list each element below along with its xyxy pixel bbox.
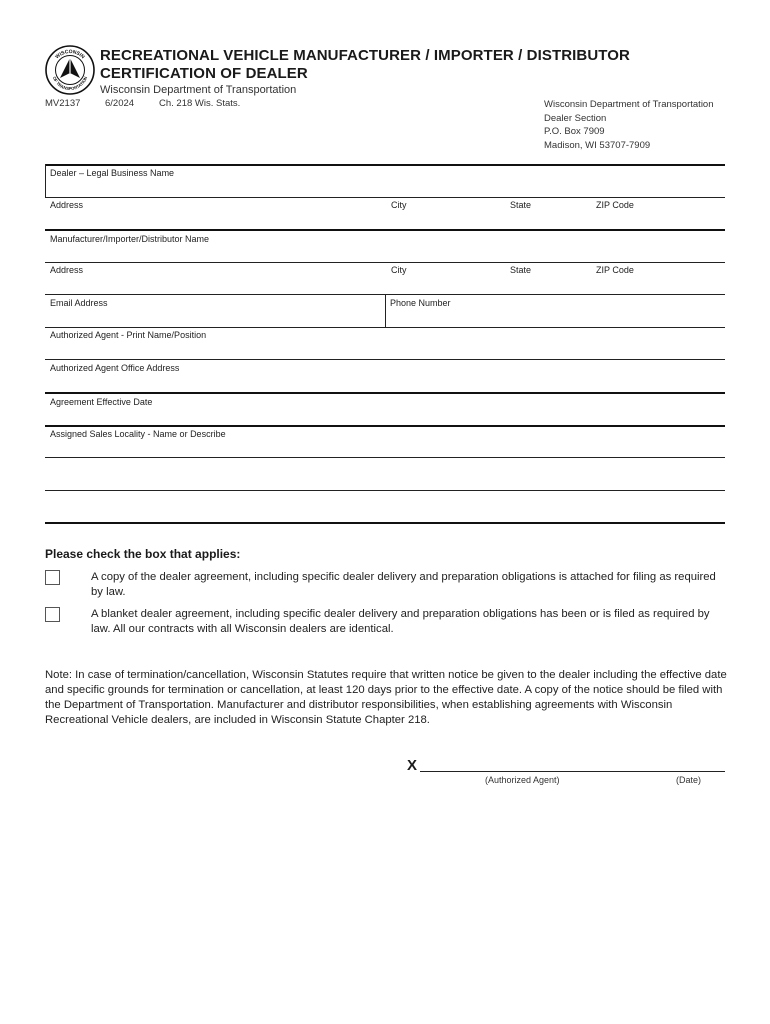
sales-locality-line-3[interactable] (45, 522, 725, 524)
form-title (100, 47, 630, 83)
dealer-zip-label: ZIP Code (596, 200, 634, 210)
checklist-heading: Please check the box that applies: (45, 547, 241, 561)
dealer-address-label: Address (50, 200, 84, 210)
dealer-name-field[interactable] (45, 197, 725, 198)
form-top-rule (45, 164, 725, 166)
authorized-agent-label: (Authorized Agent) (485, 775, 560, 785)
mailing-line: P.O. Box 7909 (544, 126, 605, 137)
signature-mark: X (407, 757, 418, 774)
agency-name: Wisconsin Department of Transportation (100, 84, 297, 96)
option-attached-text: A copy of the dealer agreement, including specific dealer delivery and preparation obligations is attached for filing as required by law. (91, 571, 716, 598)
sales-locality-line-1[interactable] (45, 457, 725, 458)
svg-text:OF TRANSPORTATION (52, 76, 88, 91)
mfr-city-label: City (391, 265, 407, 275)
mailing-line: Dealer Section (544, 112, 607, 124)
agent-office-label: Authorized Agent Office Address (50, 363, 180, 373)
termination-note: Note: In case of termination/cancellation, Wisconsin Statutes require that written notice be given to the dealer including the effective date and specific grounds for termination or cancellation, at least 120 days prior to the effective date. A copy of the notice should be filed with the Department of Transportation. Manufacturer and distributor responsibilities, when establishing agreements with Wisconsin Recreational Vehicle dealers, are included in Wisconsin Statute Chapter 218. (45, 669, 727, 726)
mailing-line: Wisconsin Department of Transportation (544, 99, 714, 110)
mfr-name-label: Manufacturer/Importer/Distributor Name (50, 234, 210, 244)
mfr-state-label: State (510, 265, 532, 275)
dealer-address-field[interactable] (45, 229, 725, 231)
wisconsin-dot-seal-icon (44, 44, 96, 96)
form-title-line2: CERTIFICATION OF DEALER (100, 65, 308, 82)
mailing-address (544, 98, 714, 152)
email-phone-divider (385, 294, 386, 327)
email-phone-field[interactable] (45, 327, 725, 328)
phone-label: Phone Number (390, 298, 451, 308)
option-blanket-checkbox[interactable] (45, 607, 60, 622)
dealer-box-left-edge (45, 164, 46, 197)
option-blanket-text: A blanket dealer agreement, including specific dealer delivery and preparation obligations has been or is filed as required by law. All our contracts with all Wisconsin dealers are identical. (91, 608, 710, 635)
date-label: (Date) (676, 775, 702, 785)
agent-office-field[interactable] (45, 392, 725, 394)
dealer-name-label: Dealer – Legal Business Name (50, 168, 175, 178)
signature-line[interactable] (420, 771, 725, 772)
form-revision: 6/2024 (105, 98, 135, 109)
dealer-city-label: City (391, 200, 407, 210)
email-label: Email Address (50, 298, 108, 308)
sales-locality-line-2[interactable] (45, 490, 725, 491)
mfr-address-label: Address (50, 265, 84, 275)
sales-locality-label: Assigned Sales Locality - Name or Describe (50, 429, 226, 439)
logo-text-bottom: OF TRANSPORTATION (51, 75, 89, 92)
agent-name-label: Authorized Agent - Print Name/Position (50, 330, 207, 340)
form-title-line1: RECREATIONAL VEHICLE MANUFACTURER / IMPORTER / DISTRIBUTOR (100, 47, 630, 64)
effective-date-field[interactable] (45, 425, 725, 427)
form-number: MV2137 (45, 98, 81, 109)
mfr-zip-label: ZIP Code (596, 265, 634, 275)
statute-reference: Ch. 218 Wis. Stats. (159, 98, 241, 109)
mfr-name-field[interactable] (45, 262, 725, 263)
logo-text-top: WISCONSIN (54, 48, 86, 61)
effective-date-label: Agreement Effective Date (50, 397, 153, 407)
option-attached-checkbox[interactable] (45, 570, 60, 585)
dealer-state-label: State (510, 200, 532, 210)
mailing-line: Madison, WI 53707-7909 (544, 139, 651, 151)
agent-name-field[interactable] (45, 359, 725, 360)
